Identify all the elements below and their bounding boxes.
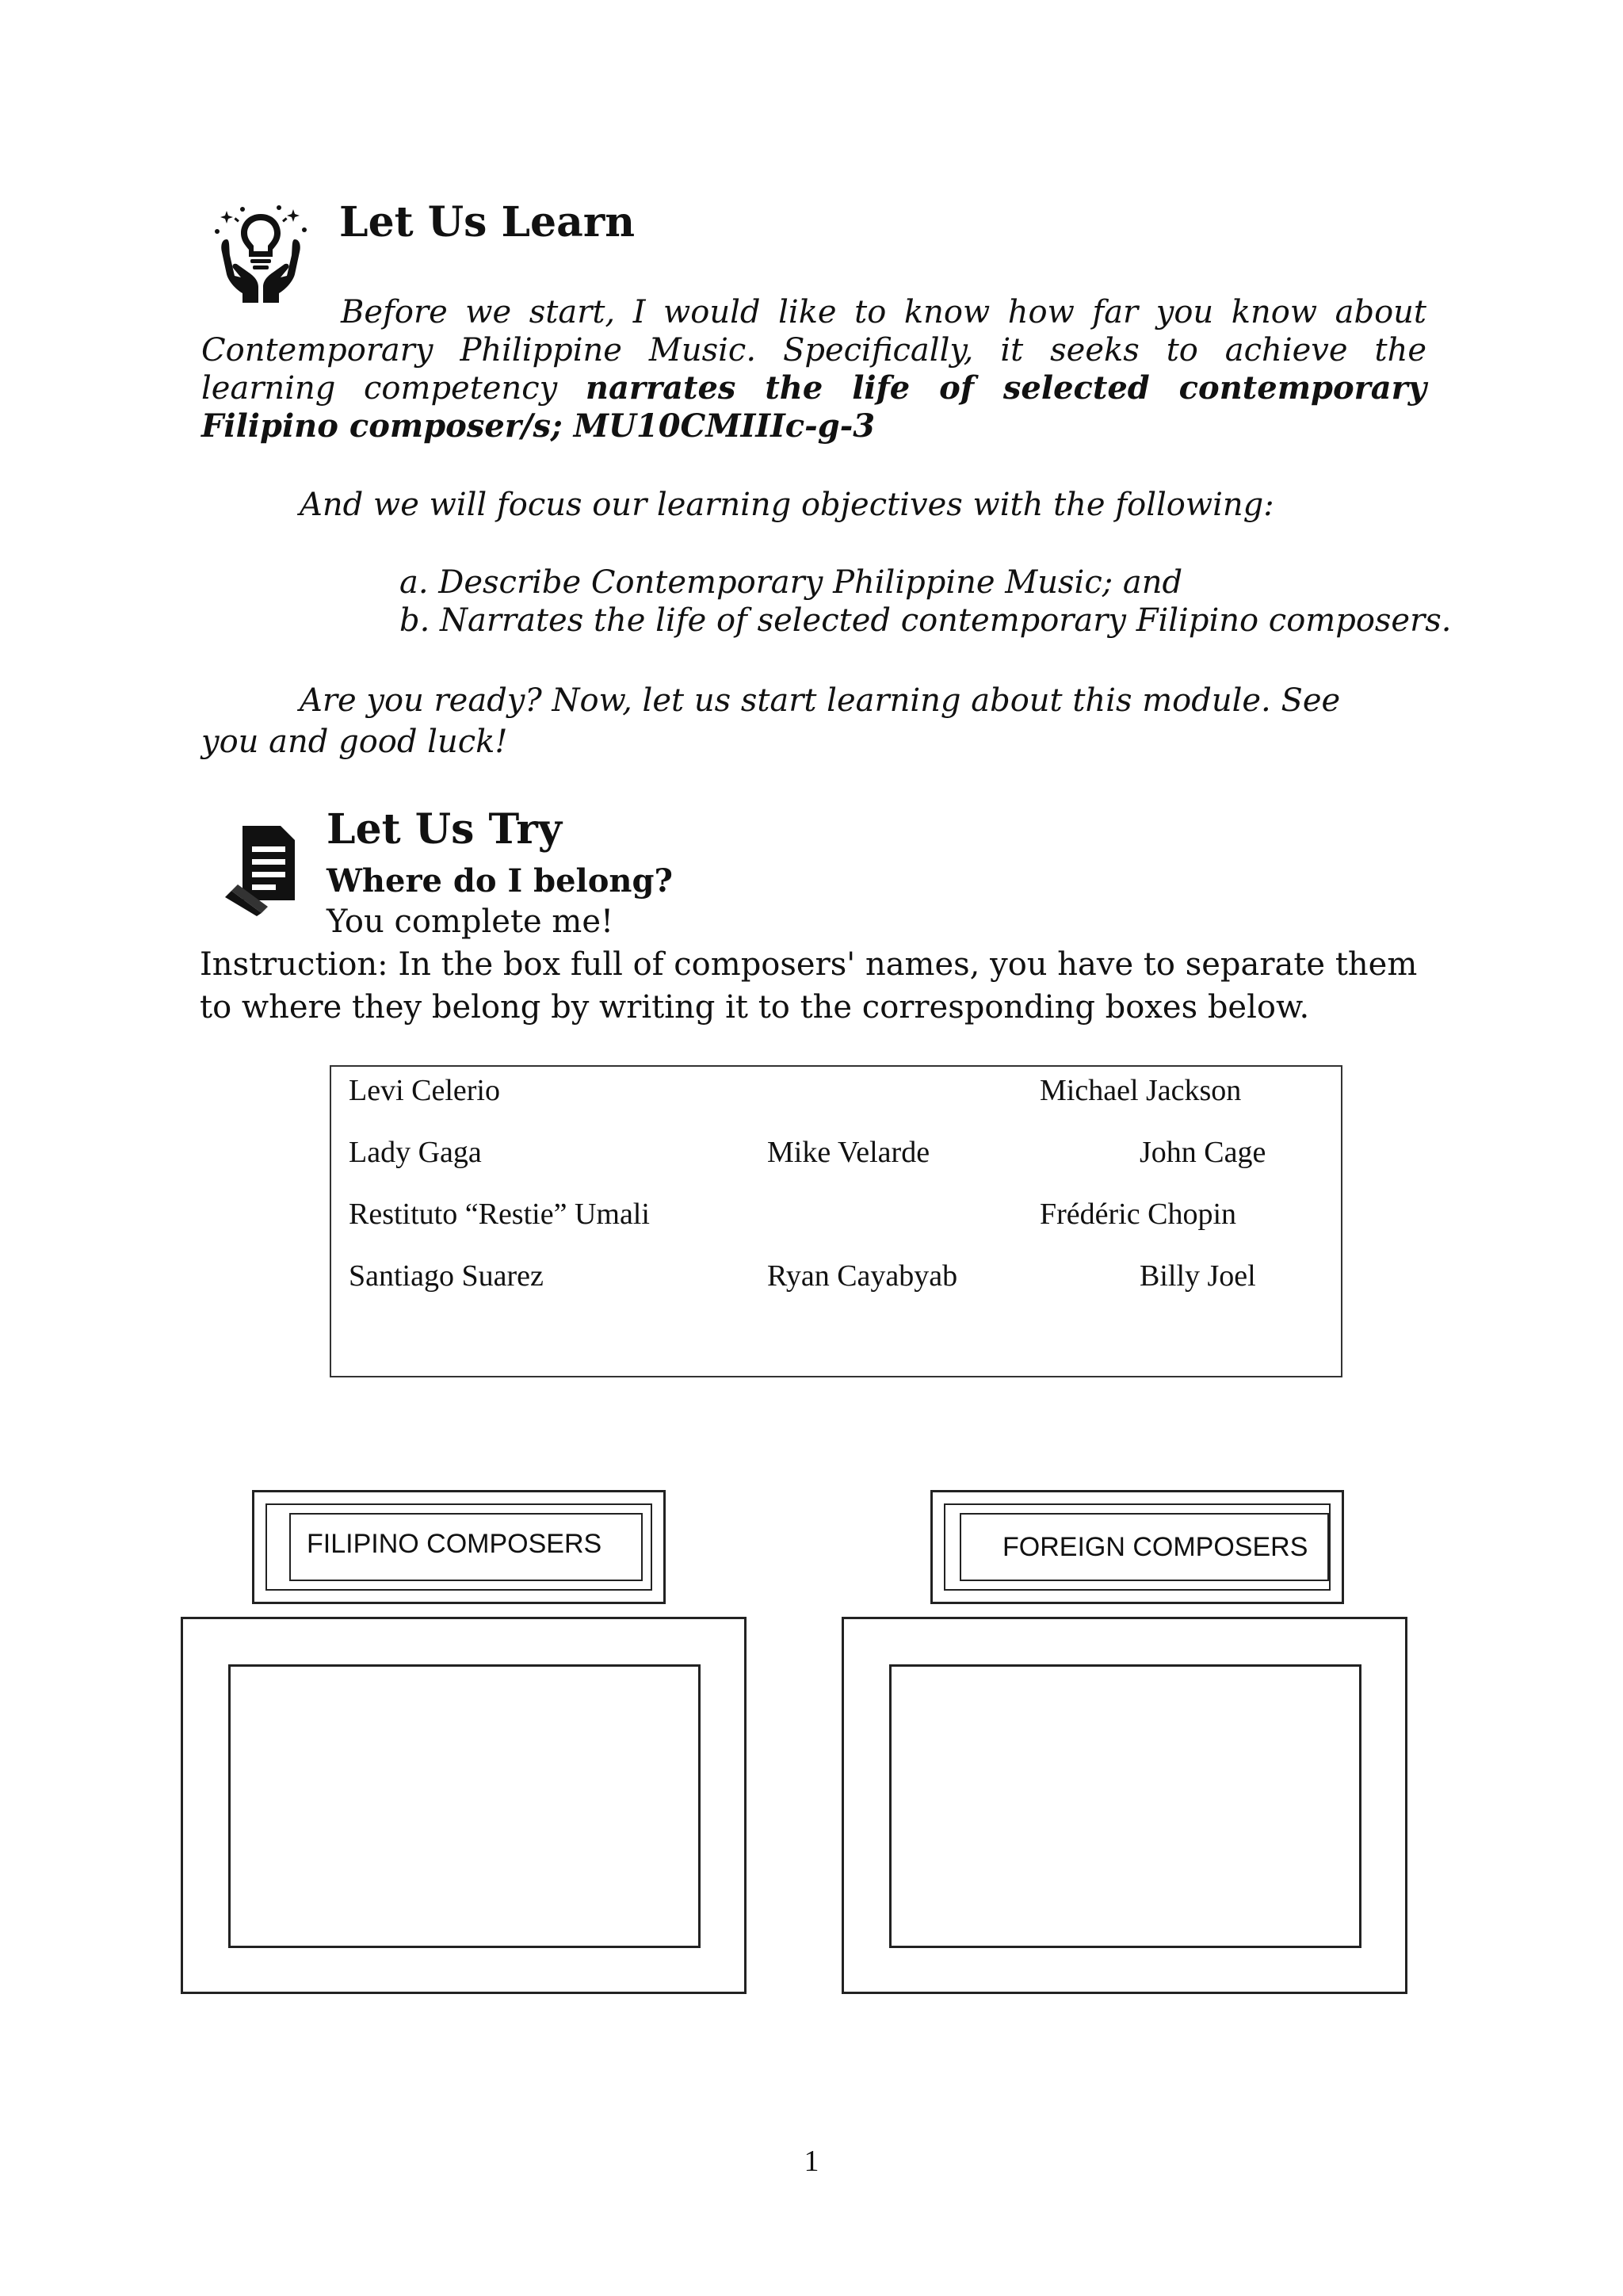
objective-b: b. Narrates the life of selected contemporary Filipino composers. (399, 602, 1452, 639)
filipino-composers-label: FILIPINO COMPOSERS (307, 1529, 602, 1559)
composer-name: Frédéric Chopin (1040, 1198, 1237, 1231)
objective-a: a. Describe Contemporary Philippine Music; and (399, 564, 1183, 601)
intro-paragraph (201, 293, 1426, 445)
composer-name: Santiago Suarez (349, 1259, 544, 1293)
let-us-try-title: Let Us Try (327, 805, 563, 854)
foreign-composers-label: FOREIGN COMPOSERS (1002, 1532, 1308, 1562)
composer-name: John Cage (1140, 1136, 1266, 1169)
foreign-label-frame (930, 1490, 1344, 1604)
filipino-label-box (289, 1513, 643, 1581)
let-us-learn-title: Let Us Learn (339, 198, 636, 246)
closing-paragraph: Are you ready? Now, let us start learning about this module. See you and good luck! (201, 682, 1341, 760)
composer-name: Billy Joel (1140, 1259, 1256, 1293)
composer-name: Levi Celerio (349, 1074, 500, 1107)
filipino-label-frame (252, 1490, 666, 1604)
page-number: 1 (804, 2145, 819, 2178)
composer-name: Ryan Cayabyab (767, 1259, 958, 1293)
composer-name: Restituto “Restie” Umali (349, 1198, 650, 1231)
filipino-answer-frame (181, 1617, 747, 1994)
foreign-answer-box[interactable] (889, 1664, 1361, 1948)
competency-text: narrates the life of selected contemporary Filipino composer/s; MU10CMIIIc-g-3 (201, 369, 1426, 445)
lightbulb-hands-icon (211, 204, 311, 303)
foreign-label-inner (944, 1503, 1331, 1591)
filipino-label-inner (265, 1503, 652, 1591)
document-pen-icon (223, 824, 298, 916)
filipino-answer-box[interactable] (228, 1664, 701, 1948)
intro-text: Before we start, I would like to know how far you know about Contemporary Philippine Music. Specifically, it seeks to achieve the learning competency (201, 294, 1426, 407)
foreign-label-box (960, 1513, 1329, 1581)
instruction-text: Instruction: In the box full of composers' names, you have to separate them to where they belong by writing it to the corresponding boxes below. (200, 946, 1418, 1026)
composer-names-box (330, 1065, 1342, 1377)
foreign-answer-frame (842, 1617, 1407, 1994)
activity-subtitle: Where do I belong? (327, 862, 673, 900)
focus-text: And we will focus our learning objectives with the following: (300, 487, 1274, 523)
activity-tagline: You complete me! (327, 904, 614, 940)
composer-name: Mike Velarde (767, 1136, 930, 1169)
composer-name: Lady Gaga (349, 1136, 482, 1169)
composer-name: Michael Jackson (1040, 1074, 1242, 1107)
